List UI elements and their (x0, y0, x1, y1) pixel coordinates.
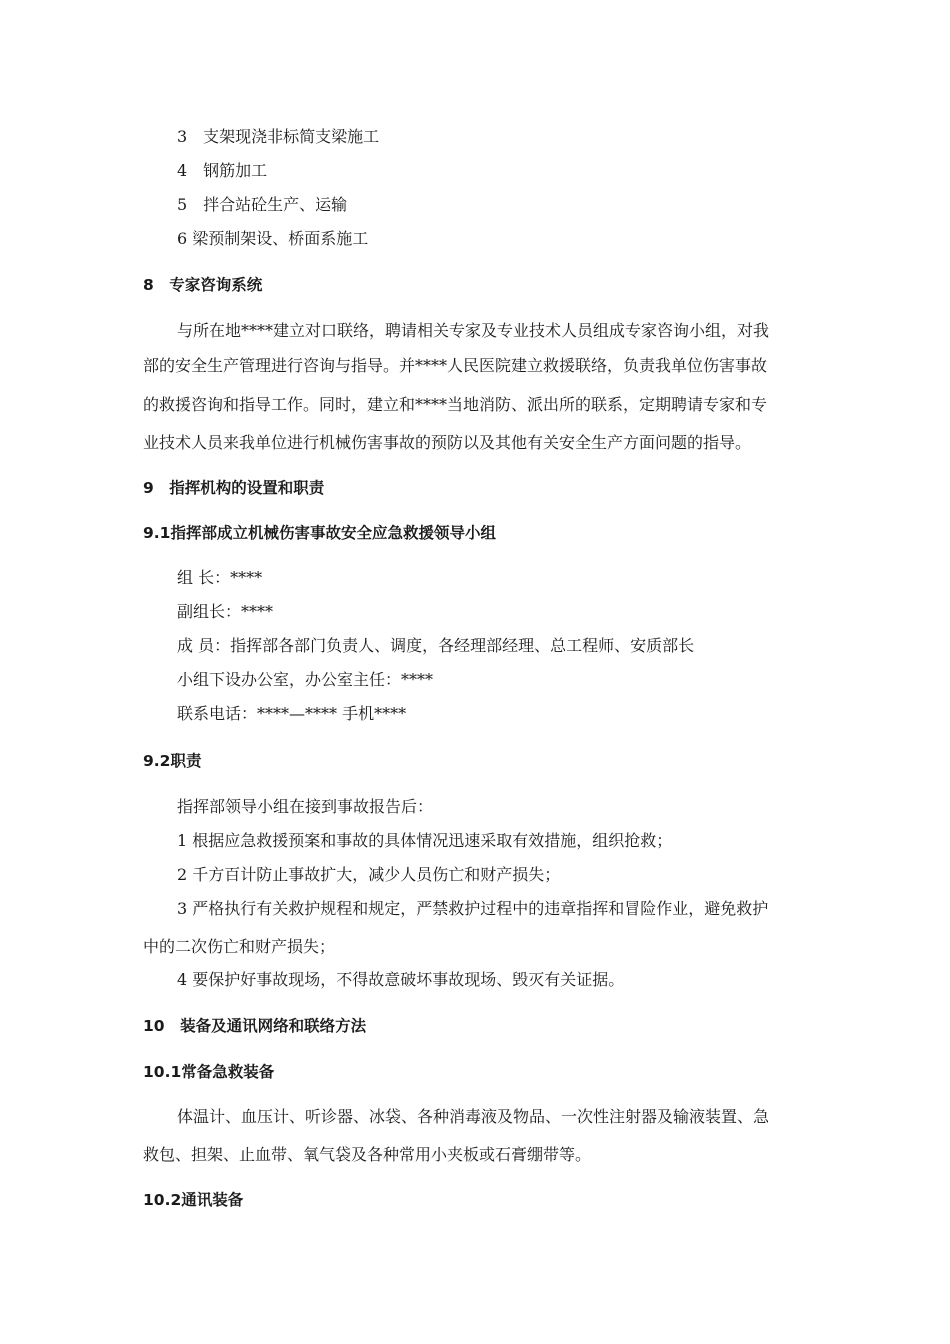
paragraph-line: 救包、担架、止血带、氧气袋及各种常用小夹板或石膏绷带等。 (143, 1145, 592, 1164)
list-item: 4 钢筋加工 (177, 161, 268, 180)
list-item: 3 支架现浇非标简支梁施工 (177, 127, 380, 146)
paragraph-line: 体温计、血压计、听诊器、冰袋、各种消毒液及物品、一次性注射器及输液装置、急 (177, 1107, 770, 1126)
paragraph-line: 指挥部领导小组在接到事故报告后： (177, 797, 434, 816)
list-item-continuation: 中的二次伤亡和财产损失； (143, 937, 336, 956)
paragraph-line: 的救援咨询和指导工作。同时，建立和****当地消防、派出所的联系，定期聘请专家和专 (143, 395, 768, 414)
list-item: 5 拌合站砼生产、运输 (177, 195, 348, 214)
team-leader-line: 组 长：**** (177, 568, 263, 587)
section-heading-9-1: 9.1指挥部成立机械伤害事故安全应急救援领导小组 (143, 524, 496, 542)
paragraph-line: 业技术人员来我单位进行机械伤害事故的预防以及其他有关安全生产方面问题的指导。 (143, 433, 752, 452)
list-item: 4 要保护好事故现场，不得故意破坏事故现场、毁灭有关证据。 (177, 970, 625, 989)
list-item: 6 梁预制架设、桥面系施工 (177, 229, 369, 248)
office-line: 小组下设办公室，办公室主任：**** (177, 670, 434, 689)
section-heading-9: 9 指挥机构的设置和职责 (143, 479, 325, 497)
list-item: 2 千方百计防止事故扩大，减少人员伤亡和财产损失； (177, 865, 561, 884)
section-heading-10-2: 10.2通讯装备 (143, 1191, 244, 1209)
section-heading-9-2: 9.2职责 (143, 752, 202, 770)
section-heading-10: 10 装备及通讯网络和联络方法 (143, 1017, 367, 1035)
list-item: 3 严格执行有关救护规程和规定，严禁救护过程中的违章指挥和冒险作业，避免救护 (177, 899, 769, 918)
paragraph-line: 部的安全生产管理进行咨询与指导。并****人民医院建立救援联络，负责我单位伤害事故 (143, 356, 768, 375)
section-heading-10-1: 10.1常备急救装备 (143, 1063, 275, 1081)
paragraph-line: 与所在地****建立对口联络，聘请相关专家及专业技术人员组成专家咨询小组，对我 (177, 321, 770, 340)
contact-line: 联系电话：****—**** 手机**** (177, 704, 407, 723)
members-line: 成 员：指挥部各部门负责人、调度，各经理部经理、总工程师、安质部长 (177, 636, 695, 655)
section-heading-8: 8 专家咨询系统 (143, 276, 263, 294)
deputy-leader-line: 副组长：**** (177, 602, 274, 621)
list-item: 1 根据应急救援预案和事故的具体情况迅速采取有效措施，组织抢救； (177, 831, 673, 850)
